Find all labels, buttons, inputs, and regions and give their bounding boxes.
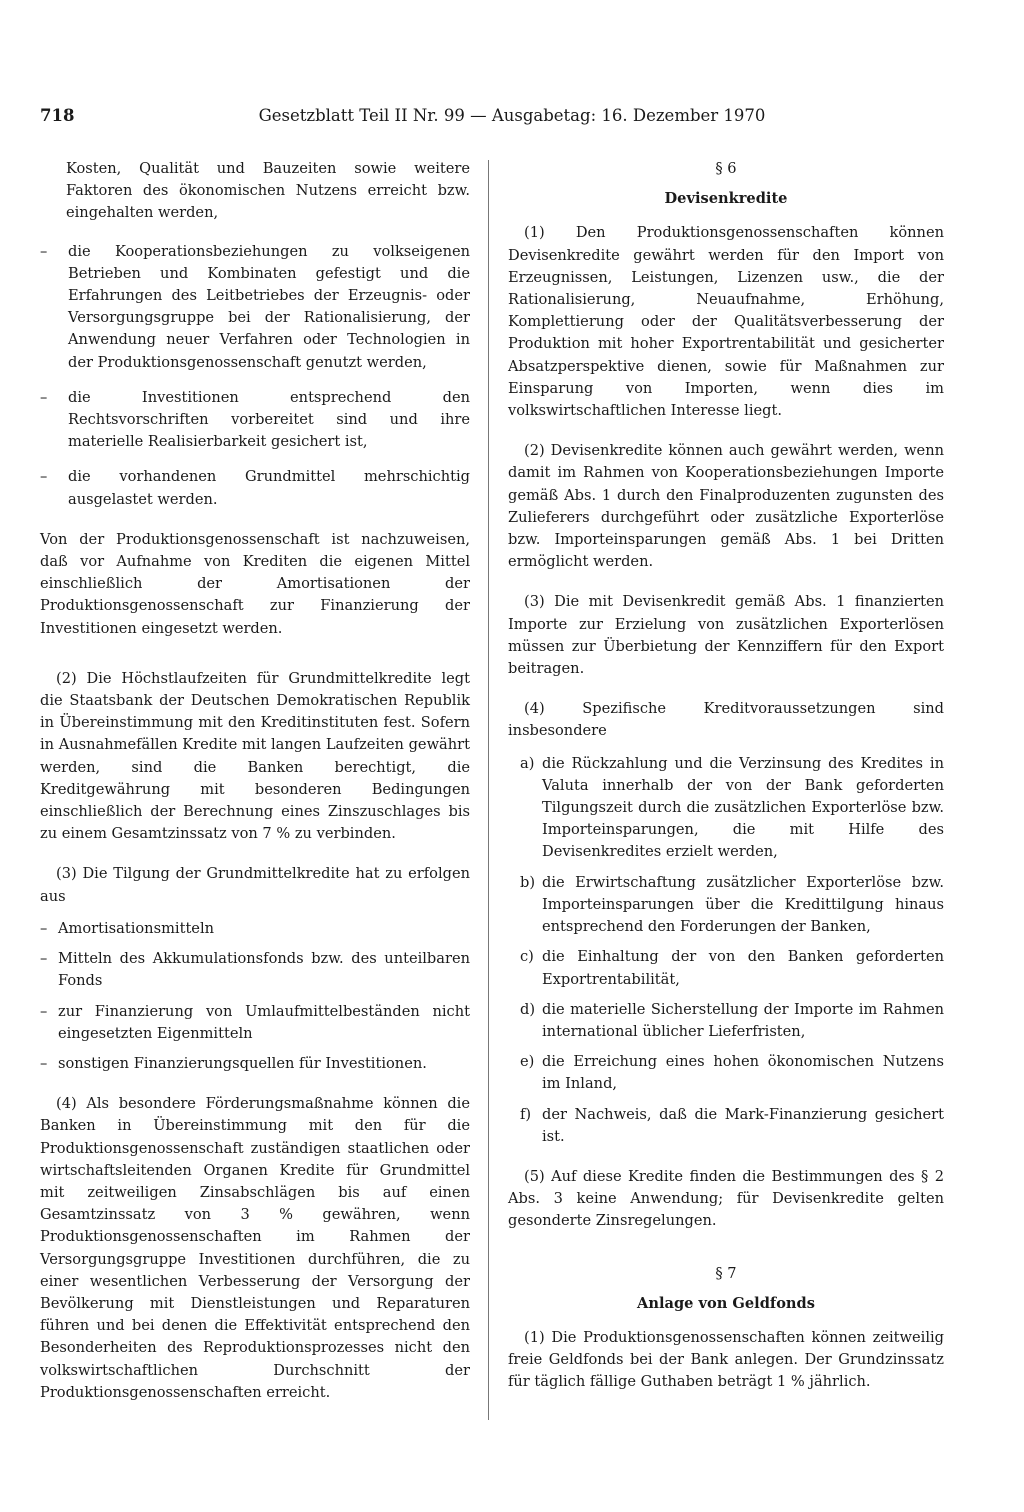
list-item-label: b) <box>520 873 536 891</box>
list-item-text: der Nachweis, daß die Mark-Finanzierung gesichert ist. <box>542 1105 944 1145</box>
paragraph-3: (3) Die Tilgung der Grundmittelkredite hat zu erfolgen aus <box>40 865 470 905</box>
gazette-title: Gesetzblatt Teil II Nr. 99 — Ausgabetag: 16. Dezember 1970 <box>258 106 766 125</box>
list-item-text: die vorhandenen Grundmittel mehrschichtig ausgelastet werden. <box>68 468 470 508</box>
list-item <box>40 948 470 992</box>
sec6-paragraph-3: (3) Die mit Devisenkredit gemäß Abs. 1 finanzierten Importe zur Erzielung von zusätzlichen Exporterlösen müssen zur Überbietung der Kennziffern für den Export beitragen. <box>508 593 944 678</box>
sec6-paragraph-5: (5) Auf diese Kredite finden die Bestimmungen des § 2 Abs. 3 keine Anwendung; für Devisenkredite gelten gesonderte Zinsregelungen. <box>508 1167 944 1230</box>
continuation-paragraph: Kosten, Qualität und Bauzeiten sowie weitere Faktoren des ökonomischen Nutzens erreicht bzw. eingehalten werden, <box>66 160 470 222</box>
column-divider <box>488 160 489 1420</box>
list-item-text: sonstigen Finanzierungsquellen für Investitionen. <box>58 1054 427 1072</box>
section-7-title: Anlage von Geldfonds <box>637 1294 815 1312</box>
left-column <box>40 158 470 1404</box>
list-item-label: f) <box>520 1105 532 1123</box>
page-header <box>40 104 984 136</box>
paragraph-4: (4) Als besondere Förderungsmaßnahme können die Banken in Übereinstimmung mit den für die Produktionsgenossenschaft zuständigen staatlichen oder wirtschaftsleitenden Organen Kredite für Grundmittel mit zeitweiligen Zinsabschlägen bis auf einen Gesamtzinssatz von 3 % gewähren, wenn Produktionsgenossenschaften im Rahmen der Versorgungsgruppe Investitionen durchführen, die zu einer wesentlichen Verbesserung der Versorgung der Bevölkerung mit Dienstleistungen und Reparaturen führen und bei denen die Effektivität entsprechend den Besonderheiten des Reproduktionsprozesses nicht den volkswirtschaftlichen Durchschnitt der Produktionsgenossenschaften erreicht. <box>40 1095 470 1401</box>
list-item <box>508 753 944 864</box>
list-item-text: Amortisationsmitteln <box>58 919 215 937</box>
paragraph-nachweis: Von der Produktionsgenossenschaft ist nachzuweisen, daß vor Aufnahme von Krediten die eigenen Mittel einschließlich der Amortisationen der Produktionsgenossenschaft zur Finanzierung der Investitionen eingesetzt werden. <box>40 530 470 637</box>
list-item <box>40 1053 470 1075</box>
dash-marker: – <box>40 1054 48 1072</box>
list-item-text: die Erwirtschaftung zusätzlicher Exporterlöse bzw. Importeinsparungen über die Kredittilgung hinaus entsprechend den Forderungen der Banken, <box>542 873 944 936</box>
page-number: 718 <box>40 106 75 125</box>
list-item-text: zur Finanzierung von Umlaufmittelbeständen nicht eingesetzten Eigenmitteln <box>58 1002 470 1042</box>
dash-marker: – <box>40 919 48 937</box>
sec6-paragraph-1: (1) Den Produktionsgenossenschaften können Devisenkredite gewährt werden für den Import von Erzeugnissen, Leistungen, Lizenzen usw., die der Rationalisierung, Neuaufnahme, Erhöhung, Komplettierung oder der Qualitätsverbesserung der Produktion mit hoher Exportrentabilität und gesicherter Absatzperspektive dienen, sowie für Maßnahmen zur Einsparung von Importen, wenn dies im volkswirtschaftlichen Interesse liegt. <box>508 224 944 420</box>
list-item-label: e) <box>520 1053 535 1071</box>
list-item-text: die materielle Sicherstellung der Importe im Rahmen international üblicher Lieferfristen, <box>542 1000 944 1040</box>
list-item-text: die Rückzahlung und die Verzinsung des Kredites in Valuta innerhalb der von der Bank geforderten Tilgungszeit durch die zusätzlichen Exporterlöse bzw. Importeinsparungen, die mit Hilfe des Devisenkredites erzielt werden, <box>542 754 944 861</box>
dash-marker: – <box>40 1002 48 1020</box>
list-item-label: c) <box>520 948 534 966</box>
list-item <box>40 466 470 510</box>
list-item <box>40 387 470 454</box>
section-6-number: § 6 <box>715 160 737 177</box>
list-item <box>40 1001 470 1045</box>
list-item-text: die Kooperationsbeziehungen zu volkseigenen Betrieben und Kombinaten gefestigt und die Erfahrungen des Leitbetriebes der Erzeugnis- oder Versorgungsgruppe bei der Rationalisierung, der Anwendung neuer Verfahren oder Technologien in der Produktionsgenossenschaft genutzt werden, <box>68 242 470 371</box>
dash-marker: – <box>40 950 48 968</box>
right-column <box>508 158 944 1394</box>
list-item <box>508 1104 944 1148</box>
list-item <box>508 1051 944 1095</box>
sec6-paragraph-2: (2) Devisenkredite können auch gewährt werden, wenn damit im Rahmen von Kooperationsbeziehungen Importe gemäß Abs. 1 durch den Finalproduzenten zugunsten des Zulieferers durchgeführt oder zusätzliche Exporterlöse bzw. Importeinsparungen gemäß Abs. 1 bei Dritten ermöglicht werden. <box>508 442 944 571</box>
list-item-text: die Investitionen entsprechend den Rechtsvorschriften vorbereitet sind und ihre materielle Realisierbarkeit gesichert ist, <box>68 388 470 451</box>
sec7-paragraph-1: (1) Die Produktionsgenossenschaften können zeitweilig freie Geldfonds bei der Bank anlegen. Der Grundzinssatz für täglich fällige Guthaben beträgt 1 % jährlich. <box>508 1328 944 1391</box>
list-item-label: d) <box>520 1000 536 1018</box>
list-item-text: die Erreichung eines hohen ökonomischen Nutzens im Inland, <box>542 1053 944 1093</box>
list-item <box>508 872 944 939</box>
sec6-paragraph-4: (4) Spezifische Kreditvoraussetzungen sind insbesondere <box>508 700 944 740</box>
list-item-label: a) <box>520 754 535 772</box>
list-item <box>508 999 944 1043</box>
dash-marker: – <box>40 388 48 406</box>
list-item <box>40 241 470 374</box>
list-item <box>40 918 470 940</box>
list-item <box>508 946 944 990</box>
list-item-text: Mitteln des Akkumulationsfonds bzw. des unteilbaren Fonds <box>58 950 470 990</box>
list-item-text: die Einhaltung der von den Banken geforderten Exportrentabilität, <box>542 948 944 988</box>
section-7-number: § 7 <box>715 1264 737 1282</box>
dash-marker: – <box>40 468 48 486</box>
dash-marker: – <box>40 242 48 260</box>
paragraph-2: (2) Die Höchstlaufzeiten für Grundmittelkredite legt die Staatsbank der Deutschen Demokratischen Republik in Übereinstimmung mit den Kreditinstituten fest. Sofern in Ausnahmefällen Kredite mit langen Laufzeiten gewährt werden, sind die Banken berechtigt, die Kreditgewährung mit besonderen Bedingungen einschließlich der Berechnung eines Zinszuschlages bis zu einem Gesamtzinssatz von 7 % zu verbinden. <box>40 669 470 843</box>
section-6-title: Devisenkredite <box>664 190 788 208</box>
